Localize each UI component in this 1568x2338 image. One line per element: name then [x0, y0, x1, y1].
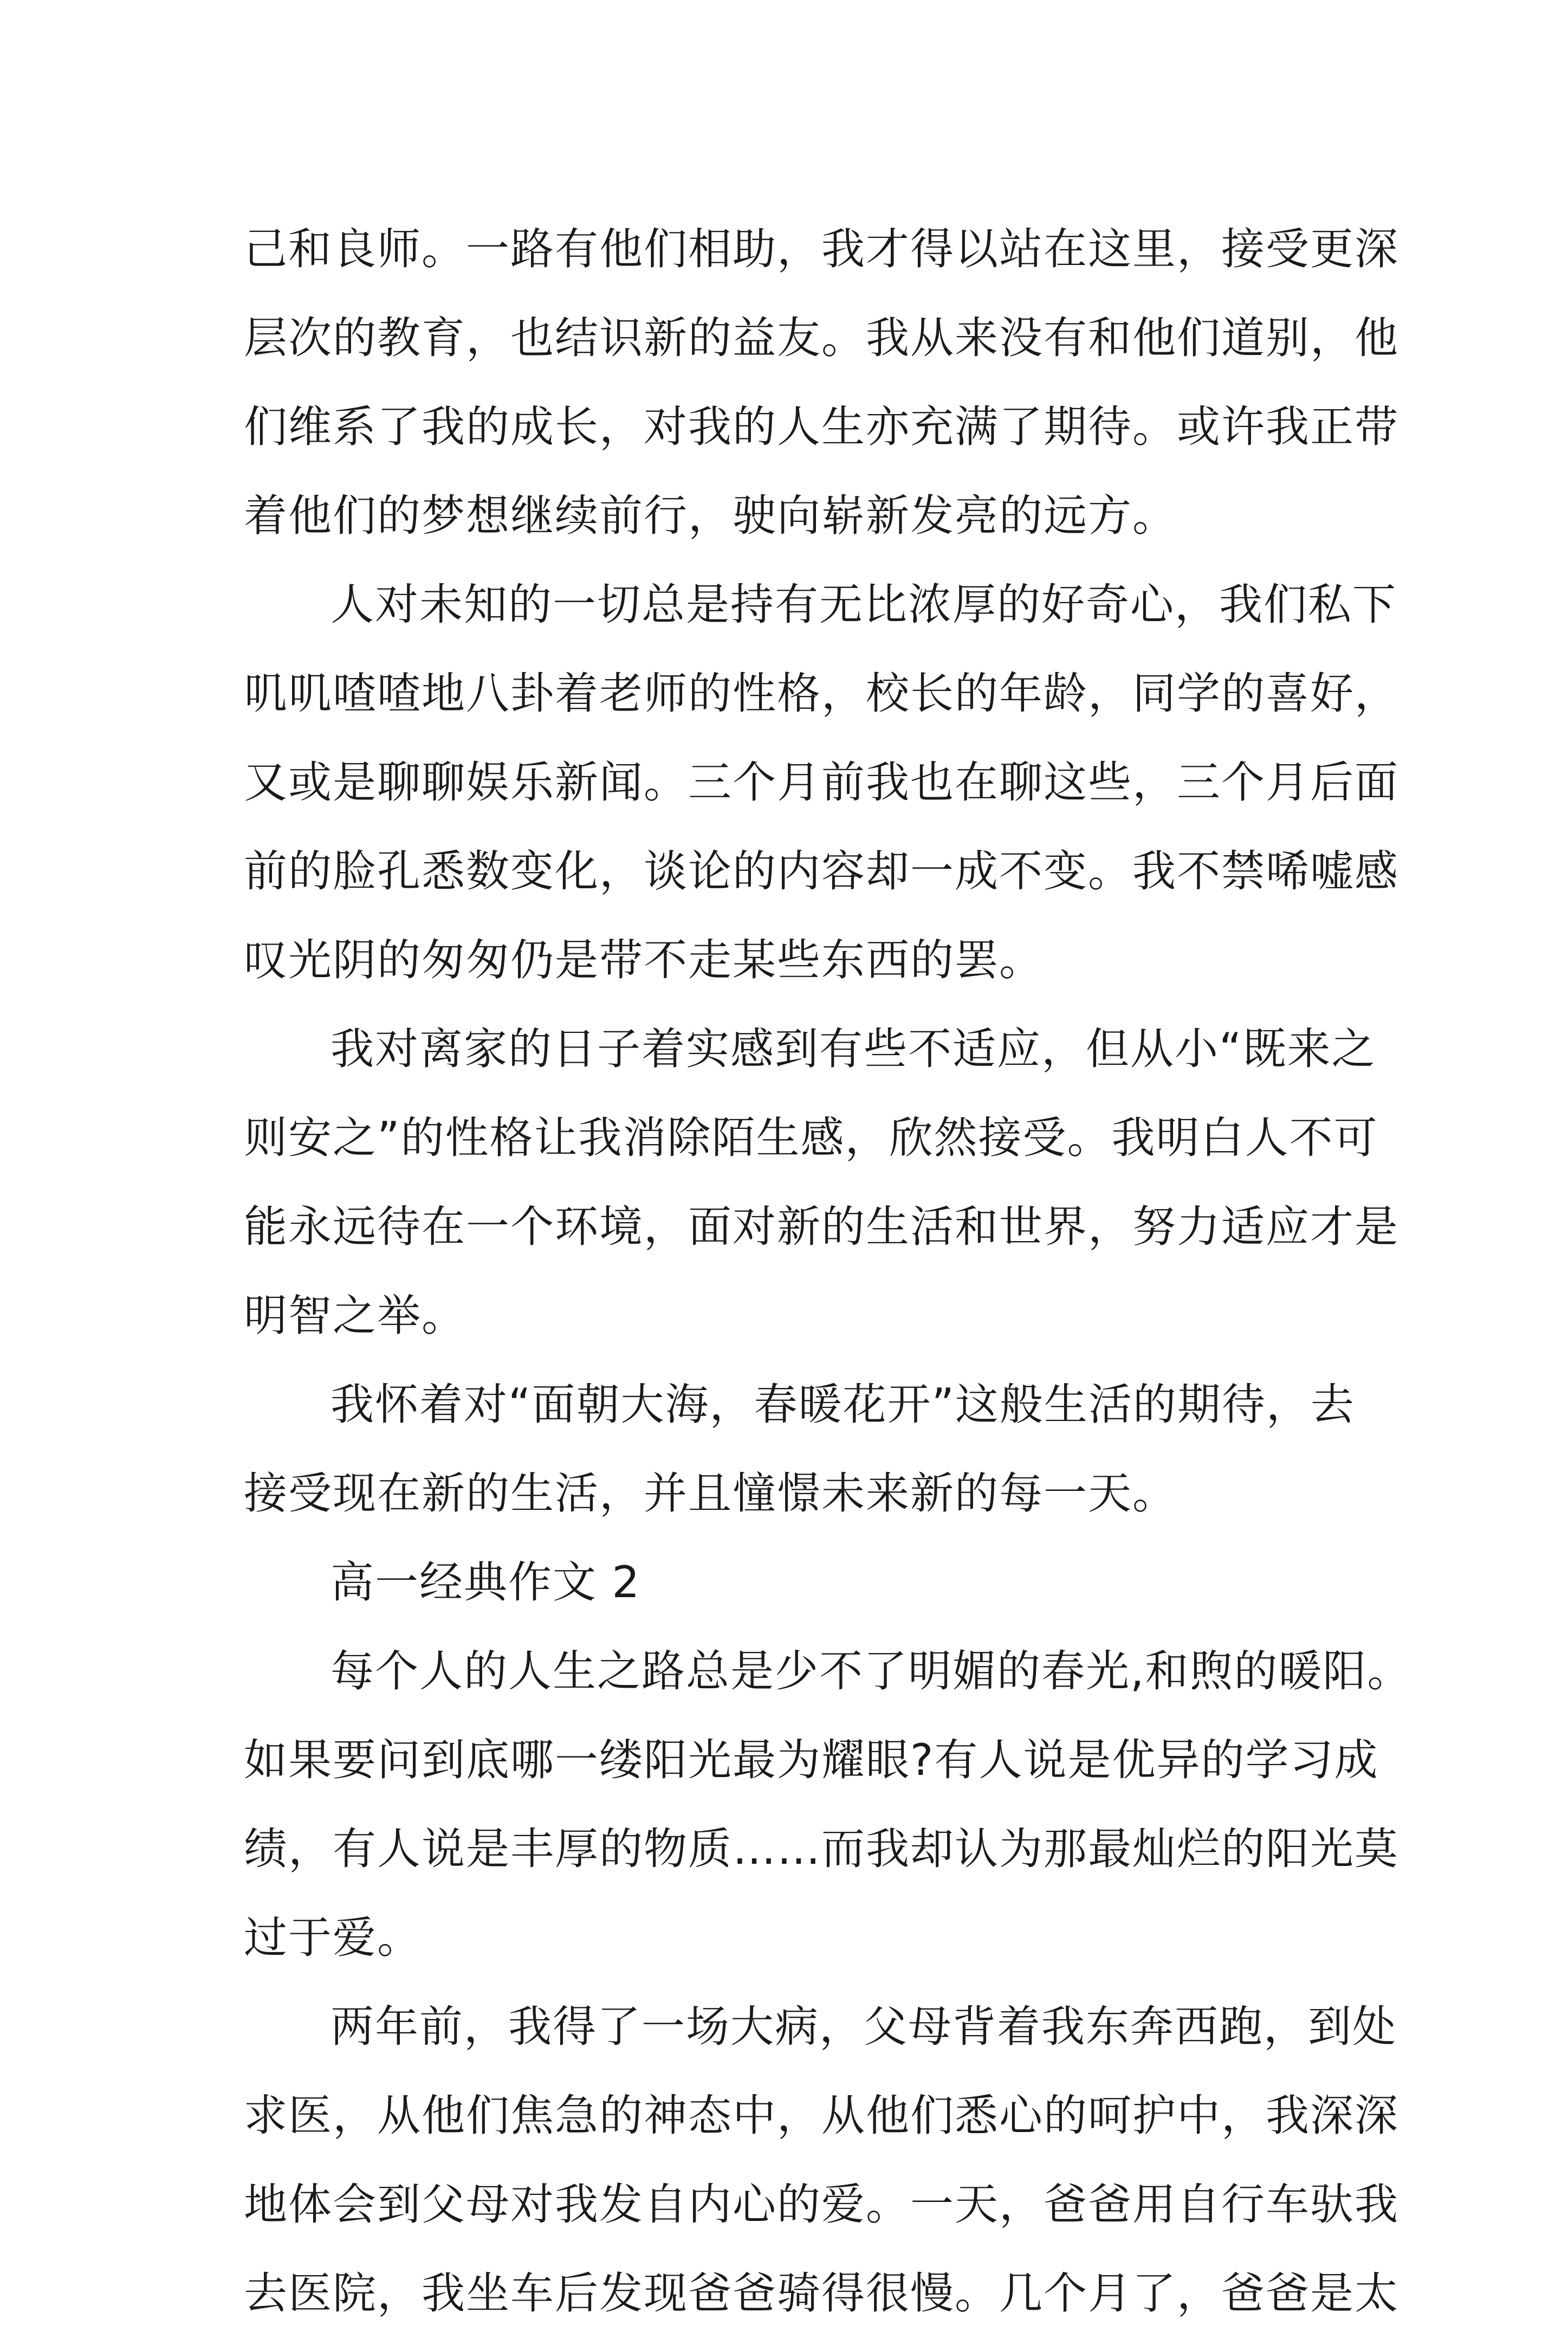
text-line: 能永远待在一个环境，面对新的生活和世界，努力适应才是 [244, 1202, 1399, 1252]
text-line: 求医，从他们焦急的神态中，从他们悉心的呵护中，我深深 [244, 2090, 1399, 2141]
text-line: 如果要问到底哪一缕阳光最为耀眼?有人说是优异的学习成 [244, 1735, 1379, 1785]
text-line: 们维系了我的成长，对我的人生亦充满了期待。或许我正带 [244, 402, 1399, 452]
text-line: 过于爱。 [244, 1913, 422, 1963]
paragraph-first-line: 两年前，我得了一场大病，父母背着我东奔西跑，到处 [331, 2001, 1397, 2052]
text-line: 则安之”的性格让我消除陌生感，欣然接受。我明白人不可 [244, 1113, 1378, 1163]
paragraph-first-line: 我对离家的日子着实感到有些不适应，但从小“既来之 [331, 1024, 1376, 1074]
text-line: 绩，有人说是丰厚的物质……而我却认为那最灿烂的阳光莫 [244, 1824, 1399, 1874]
text-line: 去医院，我坐车后发现爸爸骑得很慢。几个月了，爸爸是太 [244, 2268, 1399, 2318]
text-line: 又或是聊聊娱乐新闻。三个月前我也在聊这些，三个月后面 [244, 757, 1399, 808]
paragraph-first-line: 我怀着对“面朝大海，春暖花开”这般生活的期待，去 [331, 1379, 1355, 1430]
text-line: 己和良师。一路有他们相助，我才得以站在这里，接受更深 [244, 224, 1399, 274]
text-line: 地体会到父母对我发自内心的爱。一天，爸爸用自行车驮我 [244, 2179, 1399, 2230]
section-heading: 高一经典作文 2 [331, 1557, 641, 1607]
text-line: 明智之举。 [244, 1290, 466, 1341]
text-line: 层次的教育，也结识新的益友。我从来没有和他们道别，他 [244, 313, 1399, 363]
text-line: 前的脸孔悉数变化，谈论的内容却一成不变。我不禁唏嘘感 [244, 846, 1399, 896]
document-body [244, 205, 1412, 2338]
text-line: 着他们的梦想继续前行，驶向崭新发亮的远方。 [244, 490, 1177, 541]
text-line: 接受现在新的生活，并且憧憬未来新的每一天。 [244, 1468, 1177, 1519]
paragraph-first-line: 每个人的人生之路总是少不了明媚的春光,和煦的暖阳。 [331, 1646, 1412, 1696]
text-line: 叹光阴的匆匆仍是带不走某些东西的罢。 [244, 935, 1044, 985]
paragraph-first-line: 人对未知的一切总是持有无比浓厚的好奇心，我们私下 [331, 579, 1397, 630]
text-line: 叽叽喳喳地八卦着老师的性格，校长的年龄，同学的喜好， [244, 668, 1399, 719]
